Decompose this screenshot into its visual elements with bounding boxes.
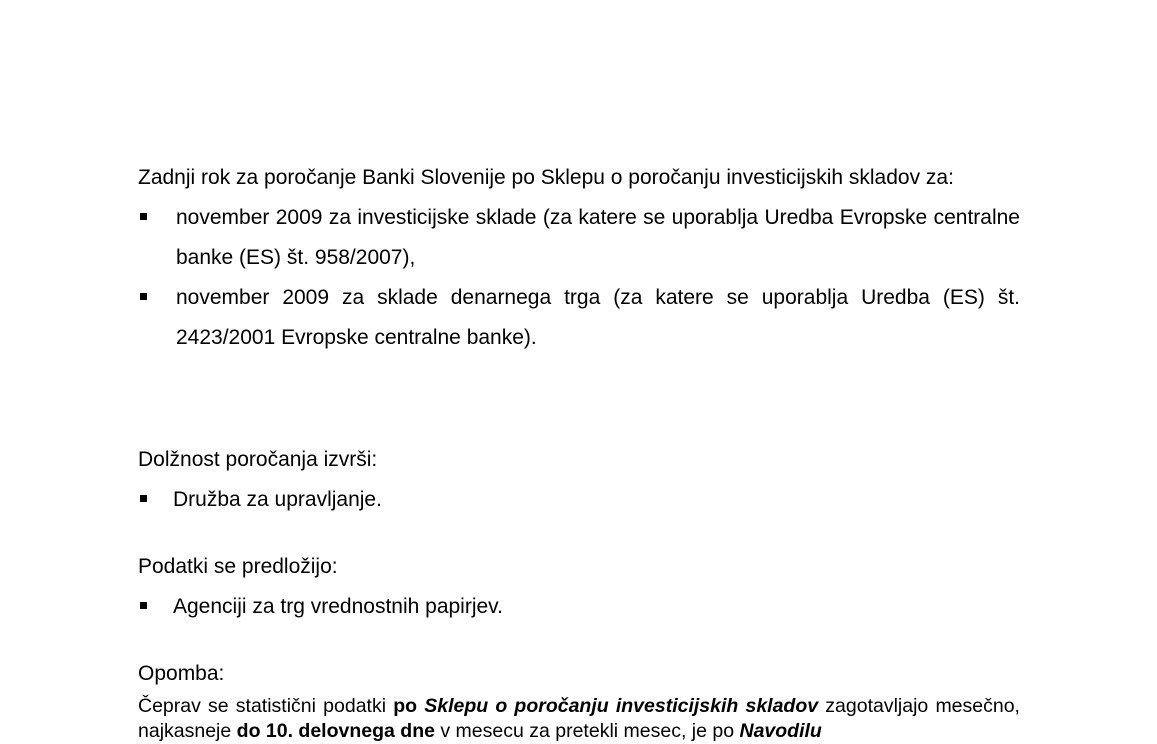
note-heading: Opomba: [138,662,225,685]
list-item [138,587,1020,627]
list-item [138,278,1020,358]
submission-heading: Podatki se predložijo: [138,555,338,578]
note-text-part: v mesecu za pretekli mesec, je po [434,720,740,742]
square-bullet-icon [140,602,147,609]
note-bold-text: do 10. delovnega dne [236,720,435,742]
note-text-part: Čeprav se statistični podatki [138,695,394,717]
list-item [138,198,1020,278]
duty-list [138,480,1020,520]
list-item-text: Družba za upravljanje. [173,488,382,511]
reporting-deadline-section [138,158,1020,358]
list-item-text: Agenciji za trg vrednostnih papirjev. [173,595,503,618]
note-bold-italic-text: Sklepu o poročanju investicijskih skladov [424,695,819,717]
note-text [138,694,1020,744]
list-item-text: november 2009 za sklade denarnega trga (za katere se uporablja Uredba (ES) št. 2423/2001 Evropske centralne banke). [176,286,1020,349]
reporting-duty-section [138,440,1020,520]
note-bold-italic-text: Navodilu [739,720,822,742]
note-section [138,654,1020,744]
list-item [138,480,1020,520]
note-bold-text: po [393,695,425,717]
submission-section [138,547,1020,627]
deadline-intro: Zadnji rok za poročanje Banki Slovenije po Sklepu o poročanju investicijskih skladov za: [138,166,954,189]
square-bullet-icon [140,495,147,502]
submission-list [138,587,1020,627]
duty-heading: Dolžnost poročanja izvrši: [138,448,378,471]
list-item-text: november 2009 za investicijske sklade (za katere se uporablja Uredba Evropske centralne banke (ES) št. 958/2007), [176,206,1020,269]
square-bullet-icon [140,293,147,300]
square-bullet-icon [140,213,147,220]
deadline-list [138,198,1020,358]
note-text-part: zagotavljajo mesečno, najkasneje [138,695,1020,742]
